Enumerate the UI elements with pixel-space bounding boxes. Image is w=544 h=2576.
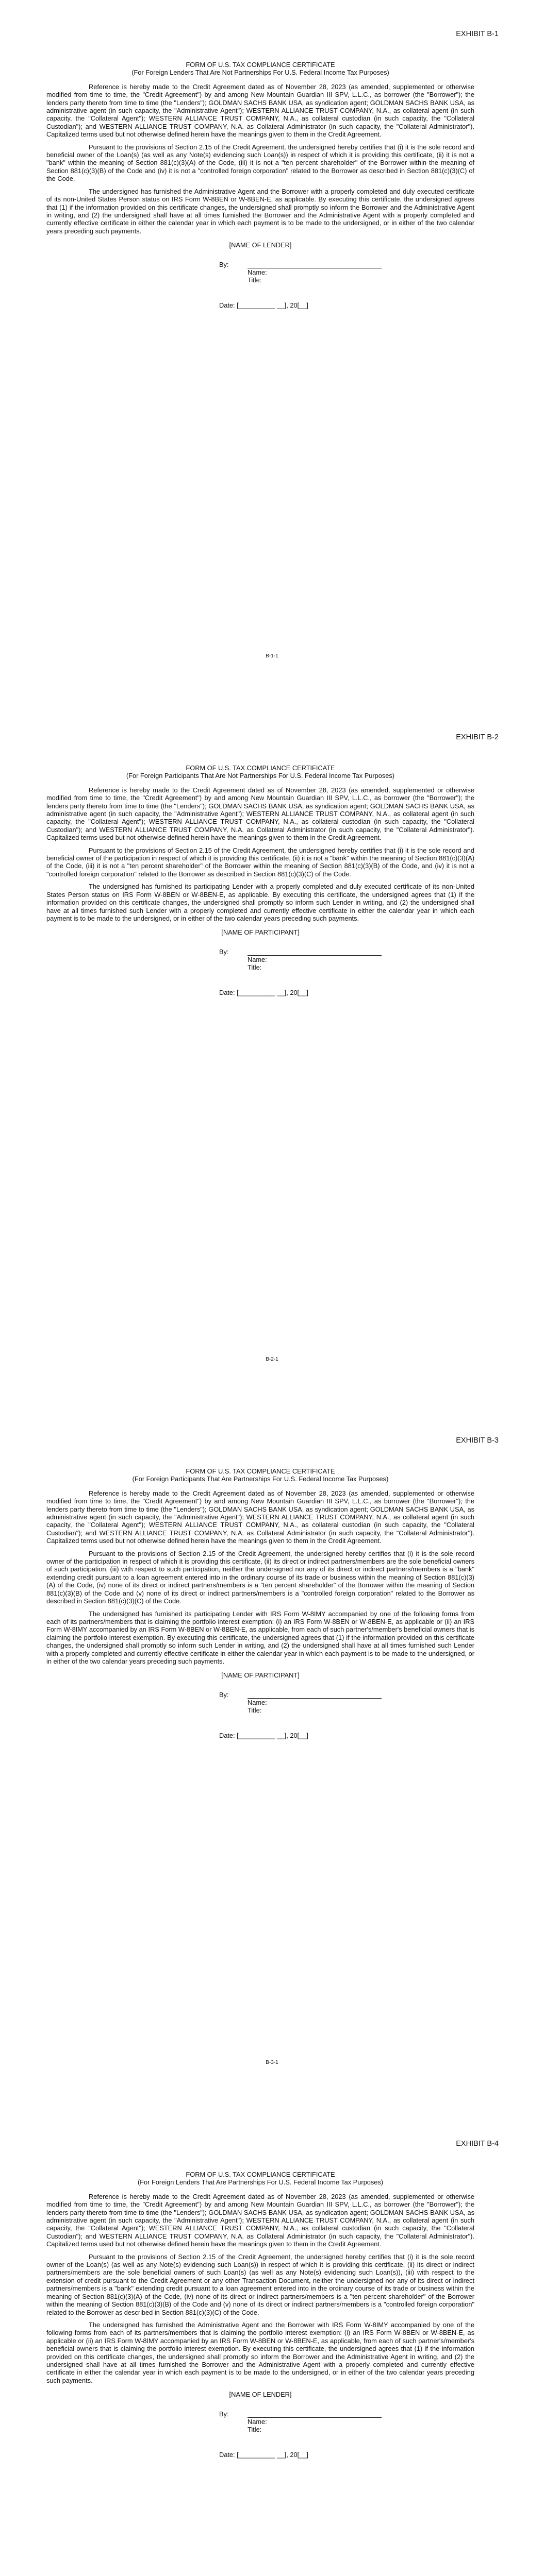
signature-block [219,2410,474,2459]
paragraph-reference: Reference is hereby made to the Credit Agreement dated as of November 28, 2023 (as amended, supplemented or otherwise modified from time to time, the "Credit Agreement") by and among New Mountain Guardian III SPV, L.L.C., as borrower (the "Borrower"); the lenders party thereto from time to time (the "Lenders"); GOLDMAN SACHS BANK USA, as syndication agent; GOLDMAN SACHS BANK USA, as administrative agent (in such capacity, the "Administrative Agent"); WESTERN ALLIANCE TRUST COMPANY, N.A., as collateral agent (in such capacity, the "Collateral Agent"); WESTERN ALLIANCE TRUST COMPANY, N.A., as collateral custodian (in such capacity, the "Collateral Custodian"); and WESTERN ALLIANCE TRUST COMPANY, N.A. as Collateral Administrator (in such capacity, the "Collateral Administrator"). Capitalized terms used but not otherwise defined herein have the meanings given to them in the Credit Agreement. [46,1489,474,1545]
paragraph-certification: Pursuant to the provisions of Section 2.15 of the Credit Agreement, the undersigned hereby certifies that (i) it is the sole record and beneficial owner of the participation in respect of which it is providing this certificate, (ii) it is not a "bank" within the meaning of Section 881(c)(3)(A) of the Code, (iii) it is not a "ten percent shareholder" of the Borrower within the meaning of Section 881(c)(3)(B) of the Code, and (iv) it is not a "controlled foreign corporation" related to the Borrower as described in Section 881(c)(3)(C) of the Code. [46,846,474,878]
title-label: Title: [248,1706,262,1715]
form-title: FORM OF U.S. TAX COMPLIANCE CERTIFICATE [186,764,335,772]
paragraph-furnished: The undersigned has furnished its participating Lender with IRS Form W-8IMY accompanied by one of the following forms from each of its partners/members that is claiming the portfolio interest exemption: (i) an IRS Form W-8BEN or W-8BEN-E, as applicable or (ii) an IRS Form W-8IMY accompanied by an IRS Form W-8BEN or W-8BEN-E, as applicable, from each of such partner's/member's beneficial owners that is claiming the portfolio interest exemption. By executing this certificate, the undersigned agrees that (1) if the information provided on this certificate changes, the undersigned shall promptly so inform such Lender in writing, and (2) the undersigned shall have at all times furnished such Lender with a properly completed and currently effective certificate in either the calendar year in which each payment is to be made to the undersigned, or in either of the two calendar years preceding such payments. [46,1609,474,1665]
date-line: Date: [__________ __], 20[__] [219,989,308,997]
form-subtitle: (For Foreign Participants That Are Partnerships For U.S. Federal Income Tax Purposes) [132,1475,389,1483]
form-subtitle: (For Foreign Lenders That Are Not Partnerships For U.S. Federal Income Tax Purposes) [131,69,389,77]
by-label: By: [219,2410,229,2418]
title-label: Title: [248,963,262,972]
signature-block [219,1691,474,1740]
paragraph-certification: Pursuant to the provisions of Section 2.15 of the Credit Agreement, the undersigned hereby certifies that (i) it is the sole record and beneficial owner of the Loan(s) (as well as any Note(s) evidencing such Loan(s)) in respect of which it is providing this certificate, (ii) it is not a "bank" within the meaning of Section 881(c)(3)(A) of the Code, (iii) it is not a "ten percent shareholder" of the Borrower within the meaning of Section 881(c)(3)(B) of the Code and (iv) it is not a "controlled foreign corporation" related to the Borrower as described in Section 881(c)(3)(C) of the Code. [46,143,474,183]
date-line: Date: [__________ __], 20[__] [219,301,308,309]
exhibit-page-b1 [0,0,544,703]
party-name: [NAME OF PARTICIPANT] [221,928,300,937]
form-title: FORM OF U.S. TAX COMPLIANCE CERTIFICATE [186,2171,335,2178]
date-line: Date: [__________ __], 20[__] [219,1732,308,1740]
exhibit-page-b2 [0,703,544,1406]
signature-block [219,948,474,997]
paragraph-furnished: The undersigned has furnished its participating Lender with a properly completed and duly executed certificate of its non-United States Person status on IRS Form W-8BEN or W-8BEN-E, as applicable. By executing this certificate, the undersigned agrees that (1) if the information provided on this certificate changes, the undersigned shall promptly so inform such Lender in writing, and (2) the undersigned shall have at all times furnished such Lender with a properly completed and currently effective certificate in either the calendar year in which each payment is to be made to the undersigned, or in either of the two calendar years preceding such payments. [46,883,474,922]
signature-line [248,948,382,956]
signature-line [248,2410,382,2418]
by-label: By: [219,947,229,956]
paragraph-reference: Reference is hereby made to the Credit Agreement dated as of November 28, 2023 (as amended, supplemented or otherwise modified from time to time, the "Credit Agreement") by and among New Mountain Guardian III SPV, L.L.C., as borrower (the "Borrower"); the lenders party thereto from time to time (the "Lenders"); GOLDMAN SACHS BANK USA, as syndication agent; GOLDMAN SACHS BANK USA, as administrative agent (in such capacity, the "Administrative Agent"); WESTERN ALLIANCE TRUST COMPANY, N.A., as collateral agent (in such capacity, the "Collateral Agent"); WESTERN ALLIANCE TRUST COMPANY, N.A., as collateral custodian (in such capacity, the "Collateral Custodian"); and WESTERN ALLIANCE TRUST COMPANY, N.A. as Collateral Administrator (in such capacity, the "Collateral Administrator"). Capitalized terms used but not otherwise defined herein have the meanings given to them in the Credit Agreement. [46,82,474,139]
by-label: By: [219,260,229,268]
paragraph-certification: Pursuant to the provisions of Section 2.15 of the Credit Agreement, the undersigned hereby certifies that (i) it is the sole record owner of the participation in respect of which it is providing this certificate, (ii) its direct or indirect partners/members are the sole beneficial owners of such participation, (iii) with respect to such participation, neither the undersigned nor any of its direct or indirect partners/members is a "bank" extending credit pursuant to a loan agreement entered into in the ordinary course of its trade or business within the meaning of Section 881(c)(3)(A) of the Code, (iv) none of its direct or indirect partners/members is a "ten percent shareholder" of the Borrower within the meaning of Section 881(c)(3)(B) of the Code and (v) none of its direct or indirect partners/members is a "controlled foreign corporation" related to the Borrower as described in Section 881(c)(3)(C) of the Code. [46,1549,474,1605]
certificate-body [46,1467,474,1740]
exhibit-label: EXHIBIT B-2 [456,733,499,741]
page-number: B-1-1 [266,653,278,659]
certificate-body [46,2171,474,2459]
signature-line [248,261,382,268]
form-title: FORM OF U.S. TAX COMPLIANCE CERTIFICATE [186,61,335,69]
by-label: By: [219,1690,229,1699]
exhibit-label: EXHIBIT B-1 [456,30,499,38]
page-number: B-3-1 [266,2060,278,2065]
form-subtitle: (For Foreign Lenders That Are Partnerships For U.S. Federal Income Tax Purposes) [137,2178,384,2187]
signature-line [248,1691,382,1699]
paragraph-reference: Reference is hereby made to the Credit Agreement dated as of November 28, 2023 (as amended, supplemented or otherwise modified from time to time, the "Credit Agreement") by and among New Mountain Guardian III SPV, L.L.C., as borrower (the "Borrower"); the lenders party thereto from time to time (the "Lenders"); GOLDMAN SACHS BANK USA, as syndication agent; GOLDMAN SACHS BANK USA, as administrative agent (in such capacity, the "Administrative Agent"); WESTERN ALLIANCE TRUST COMPANY, N.A., as collateral agent (in such capacity, the "Collateral Agent"); WESTERN ALLIANCE TRUST COMPANY, N.A., as collateral custodian (in such capacity, the "Collateral Custodian"); and WESTERN ALLIANCE TRUST COMPANY, N.A. as Collateral Administrator (in such capacity, the "Collateral Administrator"). Capitalized terms used but not otherwise defined herein have the meanings given to them in the Credit Agreement. [46,786,474,842]
paragraph-furnished: The undersigned has furnished the Administrative Agent and the Borrower with IRS Form W-8IMY accompanied by one of the following forms from each of its partners/members that is claiming the portfolio interest exemption: (i) an IRS Form W-8BEN or W-8BEN-E, as applicable or (ii) an IRS Form W-8IMY accompanied by an IRS Form W-8BEN or W-8BEN-E, as applicable, from each of such partner's/member's beneficial owners that is claiming the portfolio interest exemption. By executing this certificate, the undersigned agrees that (1) if the information provided on this certificate changes, the undersigned shall promptly so inform the Borrower and the Administrative Agent in writing, and (2) the undersigned shall have at all times furnished the Borrower and the Administrative Agent with a properly completed and currently effective certificate in either the calendar year in which each payment is to be made to the undersigned, or in either of the two calendar years preceding such payments. [46,2320,474,2384]
date-line: Date: [__________ __], 20[__] [219,2450,308,2459]
name-label: Name: [248,2417,267,2426]
exhibit-label: EXHIBIT B-4 [456,2140,499,2148]
party-name: [NAME OF LENDER] [229,2391,292,2399]
paragraph-furnished: The undersigned has furnished the Administrative Agent and the Borrower with a properly completed and duly executed certificate of its non-United States Person status on IRS Form W-8BEN or W-8BEN-E, as applicable. By executing this certificate, the undersigned agrees that (1) if the information provided on this certificate changes, the undersigned shall promptly so inform the Borrower and the Administrative Agent in writing, and (2) the undersigned shall have at all times furnished the Borrower and the Administrative Agent with a properly completed and currently effective certificate in either the calendar year in which each payment is to be made to the undersigned, or in either of the two calendar years preceding such payments. [46,187,474,235]
page-number: B-2-1 [266,1357,278,1362]
exhibit-page-b4 [0,2110,544,2576]
form-title: FORM OF U.S. TAX COMPLIANCE CERTIFICATE [186,1467,335,1475]
certificate-body [46,764,474,997]
party-name: [NAME OF PARTICIPANT] [221,1671,300,1680]
certificate-body [46,61,474,309]
party-name: [NAME OF LENDER] [229,241,292,249]
exhibit-page-b3 [0,1406,544,2110]
title-label: Title: [248,276,262,284]
name-label: Name: [248,1699,267,1707]
exhibit-label: EXHIBIT B-3 [456,1436,499,1445]
name-label: Name: [248,268,267,276]
paragraph-certification: Pursuant to the provisions of Section 2.15 of the Credit Agreement, the undersigned hereby certifies that (i) it is the sole record owner of the Loan(s) (as well as any Note(s) evidencing such Loan(s)) in respect of which it is providing this certificate, (ii) its direct or indirect partners/members are the sole beneficial owners of such Loan(s) (as well as any Note(s) evidencing such Loan(s)), (iii) with respect to the extension of credit pursuant to the Credit Agreement or any other Transaction Document, neither the undersigned nor any of its direct or indirect partners/members is a "bank" extending credit pursuant to a loan agreement entered into in the ordinary course of its trade or business within the meaning of Section 881(c)(3)(A) of the Code, (iv) none of its direct or indirect partners/members is a "ten percent shareholder" of the Borrower within the meaning of Section 881(c)(3)(B) of the Code and (v) none of its direct or indirect partners/members is a "controlled foreign corporation" related to the Borrower as described in Section 881(c)(3)(C) of the Code. [46,2252,474,2316]
paragraph-reference: Reference is hereby made to the Credit Agreement dated as of November 28, 2023 (as amended, supplemented or otherwise modified from time to time, the "Credit Agreement") by and among New Mountain Guardian III SPV, L.L.C., as borrower (the "Borrower"); the lenders party thereto from time to time (the "Lenders"); GOLDMAN SACHS BANK USA, as syndication agent; GOLDMAN SACHS BANK USA, as administrative agent (in such capacity, the "Administrative Agent"); WESTERN ALLIANCE TRUST COMPANY, N.A., as collateral agent (in such capacity, the "Collateral Agent"); WESTERN ALLIANCE TRUST COMPANY, N.A., as collateral custodian (in such capacity, the "Collateral Custodian"); and WESTERN ALLIANCE TRUST COMPANY, N.A. as Collateral Administrator (in such capacity, the "Collateral Administrator"). Capitalized terms used but not otherwise defined herein have the meanings given to them in the Credit Agreement. [46,2192,474,2248]
title-label: Title: [248,2425,262,2433]
name-label: Name: [248,956,267,964]
form-subtitle: (For Foreign Participants That Are Not Partnerships For U.S. Federal Income Tax Purposes) [126,772,395,780]
signature-block [219,261,474,310]
